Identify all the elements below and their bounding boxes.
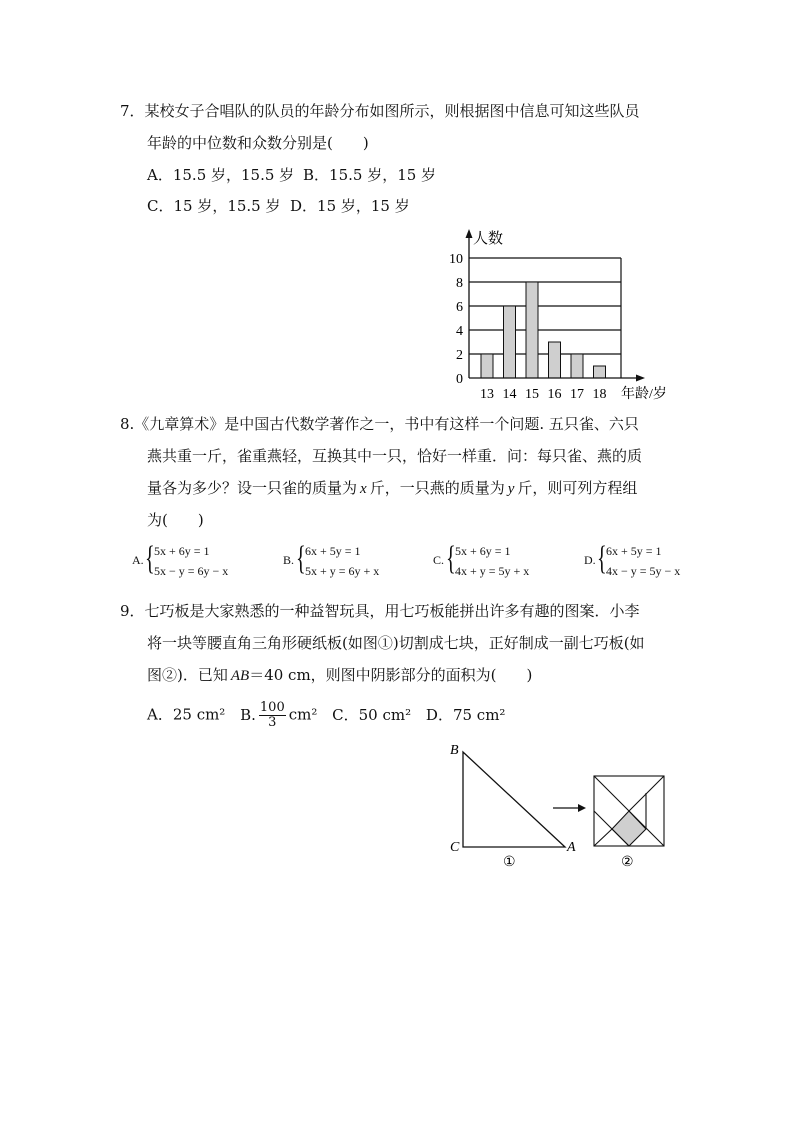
q8-option-d-label: D. — [584, 553, 596, 567]
q8-option-d-eq2: 4x − y = 5y − x — [606, 564, 681, 578]
x-axis-arrow-icon — [636, 375, 645, 382]
bar — [571, 354, 583, 378]
q8-option-a-eq1: 5x + 6y = 1 — [154, 544, 210, 558]
q8-option-a-eq2: 5x − y = 6y − x — [154, 564, 229, 578]
q8-stem-line3 — [147, 478, 637, 499]
vertex-c-label: C — [450, 840, 460, 855]
x-tick-label: 13 — [480, 387, 494, 402]
q8-stem-line3-part1: 量各为多少？设一只雀的质量为 — [147, 479, 358, 497]
brace-icon: { — [296, 540, 306, 577]
q8-option-c-eq2: 4x + y = 5y + x — [455, 564, 530, 578]
y-axis-arrow-icon — [466, 229, 473, 238]
q9-option-b-fraction — [259, 701, 286, 730]
bar — [504, 306, 516, 378]
bar — [526, 282, 538, 378]
q8-option-b-label: B. — [283, 553, 295, 567]
bar — [594, 366, 606, 378]
y-tick-label: 0 — [456, 372, 463, 387]
q7-option-c: C．15 岁，15.5 岁 — [147, 197, 281, 215]
tangram-figure — [440, 740, 700, 872]
q8-stem-line3-part3: 斤，则可列方程组 — [517, 479, 638, 497]
q9-stem-line3-part1: 图②)．已知 — [147, 666, 228, 684]
y-tick-label: 10 — [449, 252, 463, 267]
y-tick-label: 8 — [456, 276, 463, 291]
x-tick-label: 15 — [525, 387, 539, 402]
q9-options-row — [147, 701, 505, 730]
bar — [481, 354, 493, 378]
q7-option-b: B．15.5 岁，15 岁 — [303, 166, 437, 184]
figure-1-caption: ① — [503, 855, 516, 870]
figure-2-caption: ② — [621, 855, 634, 870]
shaded-square — [612, 811, 646, 846]
q8-option-b-eq2: 5x + y = 6y + x — [305, 564, 380, 578]
q9-option-a: A．25 cm² — [147, 705, 226, 724]
x-tick-label: 16 — [547, 387, 562, 402]
x-axis-label: 年龄/岁 — [621, 387, 667, 402]
q7-stem-line2: 年龄的中位数和众数分别是( ) — [147, 134, 369, 152]
q9-stem-line1: 9．七巧板是大家熟悉的一种益智玩具，用七巧板能拼出许多有趣的图案．小李 — [120, 602, 640, 620]
q9-option-b-label: B. — [240, 705, 256, 724]
bar — [549, 342, 561, 378]
q8-variable-x: x — [360, 481, 367, 497]
y-axis-label: 人数 — [473, 231, 504, 247]
q8-option-c-label: C. — [433, 553, 445, 567]
q9-option-b-unit: cm² — [288, 705, 318, 724]
q8-option-a-label: A. — [132, 553, 144, 567]
q7-stem-line1: 7．某校女子合唱队的队员的年龄分布如图所示，则根据图中信息可知这些队员 — [120, 102, 640, 120]
q8-option-d-eq1: 6x + 5y = 1 — [606, 544, 662, 558]
brace-icon: { — [597, 540, 607, 577]
q8-stem-line4: 为( ) — [147, 511, 204, 529]
q8-stem-line3-part2: 斤，一只燕的质量为 — [369, 479, 505, 497]
x-tick-label: 18 — [592, 387, 607, 402]
age-distribution-chart — [420, 222, 680, 404]
q9-segment-ab: AB — [230, 668, 250, 684]
y-tick-label: 6 — [456, 300, 463, 315]
right-triangle-shape — [463, 752, 565, 847]
q8-option-c-eq1: 5x + 6y = 1 — [455, 544, 511, 558]
q9-stem-line2: 将一块等腰直角三角形硬纸板(如图①)切割成七块，正好制成一副七巧板(如 — [147, 634, 645, 652]
q8-stem-line1: 8.《九章算术》是中国古代数学著作之一，书中有这样一个问题. 五只雀、六只 — [120, 415, 639, 433]
x-tick-label: 14 — [502, 387, 517, 402]
q8-option-b-eq1: 6x + 5y = 1 — [305, 544, 361, 558]
tangram-square — [594, 776, 664, 846]
y-tick-label: 2 — [456, 348, 463, 363]
q9-stem-line3-part2: ＝40 cm，则图中阴影部分的面积为( ) — [249, 666, 533, 684]
q9-option-d: D．75 cm² — [425, 705, 506, 724]
q8-variable-y: y — [507, 481, 515, 497]
fraction-numerator: 100 — [259, 700, 285, 715]
q7-option-d: D．15 岁，15 岁 — [290, 197, 410, 215]
y-tick-label: 4 — [456, 324, 463, 339]
fraction-denominator: 3 — [268, 715, 277, 730]
brace-icon: { — [446, 540, 456, 577]
q9-option-c: C．50 cm² — [332, 705, 412, 724]
vertex-a-label: A — [567, 840, 576, 855]
arrow-head-icon — [578, 804, 586, 812]
vertex-b-label: B — [450, 743, 459, 758]
q8-stem-line2: 燕共重一斤，雀重燕轻，互换其中一只，恰好一样重．问：每只雀、燕的质 — [147, 447, 643, 465]
x-tick-label: 17 — [570, 387, 584, 402]
q7-option-a: A．15.5 岁，15.5 岁 — [147, 166, 295, 184]
brace-icon: { — [145, 540, 155, 577]
q9-stem-line3 — [147, 665, 532, 686]
